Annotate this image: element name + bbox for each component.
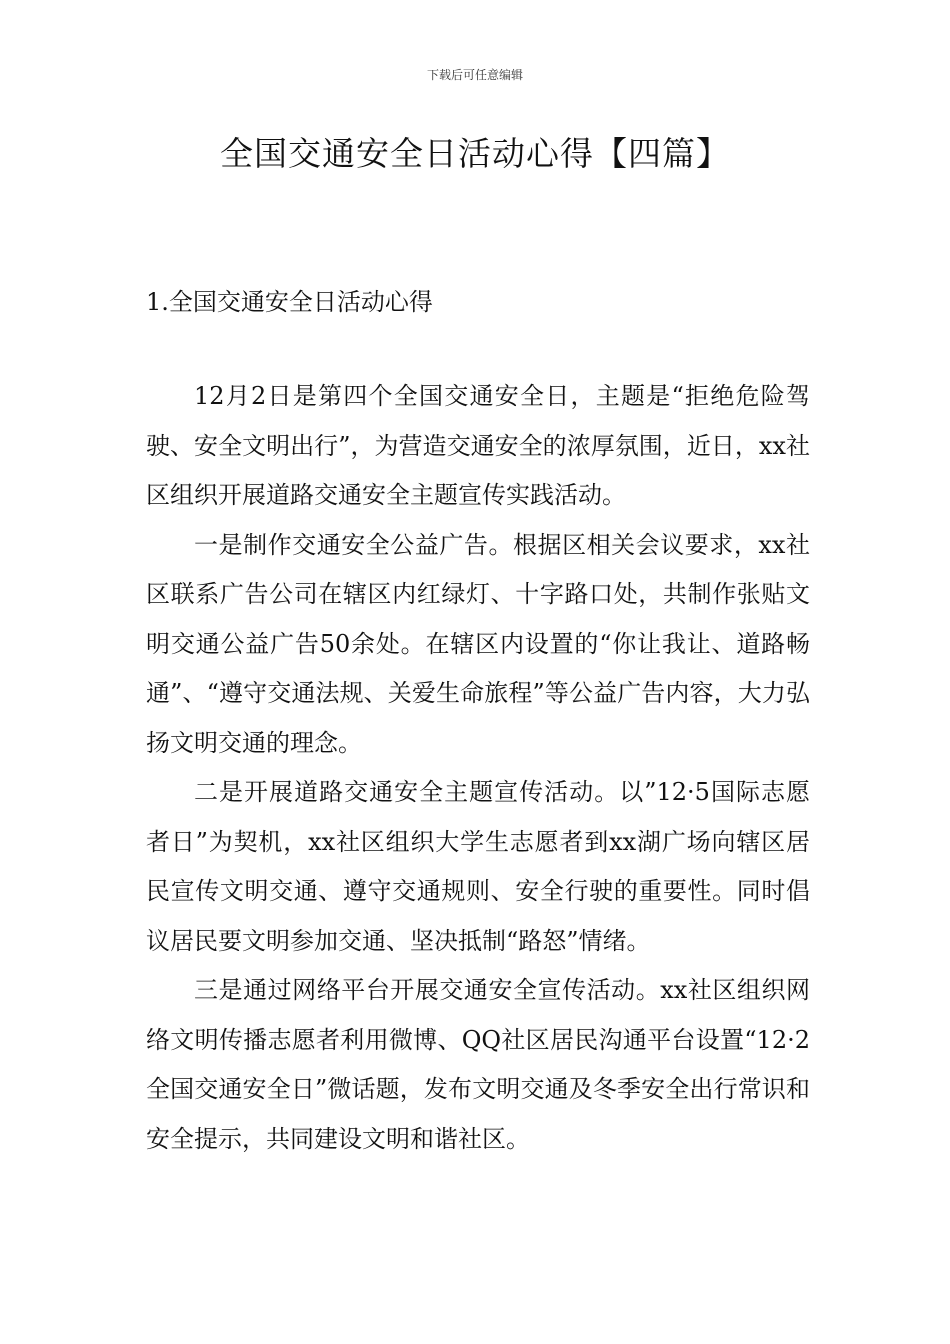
- document-title: 全国交通安全日活动心得【四篇】: [220, 134, 730, 173]
- paragraph-ads: 一是制作交通安全公益广告。根据区相关会议要求，xx社区联系广告公司在辖区内红绿灯、十字路口处，共制作张贴文明交通公益广告50余处。在辖区内设置的“你让我让、道路畅通”、“遵守交通法规、关爱生命旅程”等公益广告内容，大力弘扬文明交通的理念。: [146, 530, 810, 757]
- section-heading: 1.全国交通安全日活动心得: [146, 288, 433, 316]
- paragraph-campaign: 二是开展道路交通安全主题宣传活动。以”12·5国际志愿者日”为契机，xx社区组织大学生志愿者到xx湖广场向辖区居民宣传文明交通、遵守交通规则、安全行驶的重要性。同时倡议居民要文明参加交通、坚决抵制“路怒”情绪。: [146, 778, 810, 955]
- header-note: 下载后可任意编辑: [426, 68, 523, 82]
- paragraph-online: 三是通过网络平台开展交通安全宣传活动。xx社区组织网络文明传播志愿者利用微博、QQ社区居民沟通平台设置“12·2全国交通安全日”微话题，发布文明交通及冬季安全出行常识和安全提示，共同建设文明和谐社区。: [146, 976, 810, 1153]
- paragraph-intro: 12月2日是第四个全国交通安全日，主题是“拒绝危险驾驶、安全文明出行”，为营造交通安全的浓厚氛围，近日，xx社区组织开展道路交通安全主题宣传实践活动。: [146, 382, 810, 509]
- body-text: [146, 372, 810, 1164]
